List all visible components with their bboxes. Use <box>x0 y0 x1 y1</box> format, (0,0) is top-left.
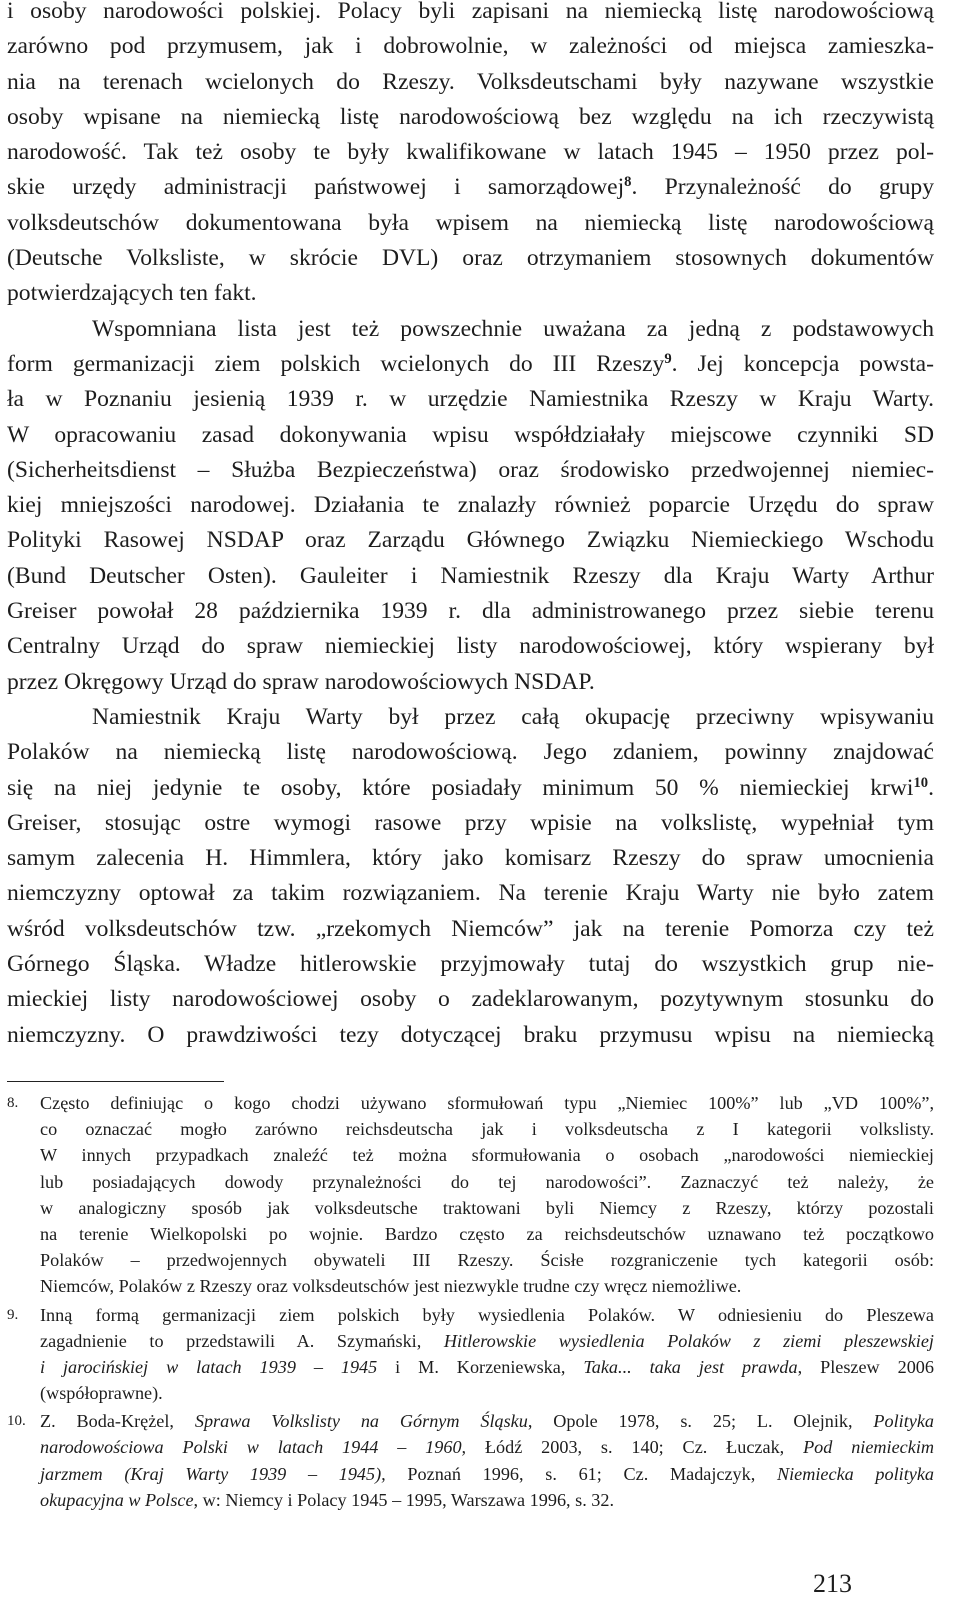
text-run: skie urzędy administracji państwowej i samorządowej <box>7 174 625 201</box>
text-run: . <box>928 774 934 801</box>
text-line: wśród volksdeutschów tzw. „rzekomych Niemców” jak na terenie Pomorza czy też <box>7 915 934 942</box>
footnote-line: na terenie Wielkopolski po wojnie. Bardzo często za reichsdeutschów uznawano też początkowo <box>40 1223 934 1244</box>
text-line: samym zalecenia H. Himmlera, który jako komisarz Rzeszy do spraw umocnienia <box>7 845 934 872</box>
text-line: Górnego Śląska. Władze hitlerowskie przyjmowały tutaj do wszystkich grup nie- <box>7 951 934 978</box>
footnote-line <box>40 1434 934 1460</box>
footnote-line <box>40 1461 934 1487</box>
text-line: zarówno pod przymusem, jak i dobrowolnie, w zależności od miejsca zamieszka- <box>7 33 934 60</box>
italic-title: Sprawa Volkslisty na Górnym Śląsku <box>194 1411 528 1432</box>
text-run: się na niej jedynie te osoby, które posiadały minimum 50 % niemieckiej krwi <box>7 774 914 801</box>
text-line: niemczyzny. O prawdziwości tezy dotyczącej braku przymusu wpisu na niemiecką <box>7 1021 934 1048</box>
text-line: przez Okręgowy Urząd do spraw narodowościowych NSDAP. <box>7 668 595 695</box>
text-line: (Bund Deutscher Osten). Gauleiter i Namiestnik Rzeszy dla Kraju Warty Arthur <box>7 562 934 589</box>
footnote-line <box>40 1487 934 1513</box>
text-line: Greiser powołał 28 października 1939 r. dla administrowanego przez siebie terenu <box>7 598 934 625</box>
footnote-10 <box>7 1408 934 1513</box>
footnote-line: (współoprawne). <box>40 1383 163 1404</box>
footnote-separator <box>7 1081 224 1082</box>
text-line: kiej mniejszości narodowej. Działania te znalazły również poparcie Urzędu do spraw <box>7 492 934 519</box>
footnote-number: 8. <box>7 1095 19 1111</box>
italic-title: Polityka <box>873 1411 934 1432</box>
text-line: Polaków na niemiecką listę narodowościową. Jego zdaniem, powinny znajdować <box>7 739 934 766</box>
text-line: Wspomniana lista jest też powszechnie uważana za jedną z podstawowych <box>92 315 934 342</box>
text-line: ła w Poznaniu jesienią 1939 r. w urzędzie Namiestnika Rzeszy w Kraju Warty. <box>7 386 934 413</box>
footnote-8 <box>7 1090 934 1300</box>
text-line: (Deutsche Volksliste, w skrócie DVL) oraz otrzymaniem stosownych dokumentów <box>7 245 934 272</box>
footnote-line: Inną formą germanizacji ziem polskich były wysiedlenia Polaków. W odniesieniu do Pleszewa <box>40 1304 934 1325</box>
text-run: Z. Boda-Krężel, <box>40 1411 195 1432</box>
text-run: i M. Korzeniewska, <box>377 1356 584 1377</box>
text-line: niemczyzny optował za takim rozwiązaniem. Na terenie Kraju Warty nie było zatem <box>7 880 934 907</box>
footnote-line: Często definiując o kogo chodzi używano sformułowań typu „Niemiec 100%” lub „VD 100%”, <box>40 1093 934 1113</box>
text-line: Centralny Urząd do spraw niemieckiej listy narodowościowej, który wspierany był <box>7 633 934 660</box>
text-run: Poznań 1996, s. 61; Cz. Madajczyk, <box>385 1463 777 1484</box>
footnote-ref-10: 10 <box>913 774 929 791</box>
text-line <box>7 170 934 205</box>
text-run: Łódź 2003, s. 140; Cz. Łuczak, <box>466 1437 804 1458</box>
italic-title: okupacyjna w Polsce <box>40 1489 194 1510</box>
text-run: . Jej koncepcja powsta- <box>671 350 934 377</box>
italic-title: narodowościowa Polski w latach 1944 – 1960, <box>40 1437 467 1458</box>
text-line: Namiestnik Kraju Warty był przez całą okupację przeciwny wpisywaniu <box>92 703 934 730</box>
footnotes <box>7 1090 934 1515</box>
text-line: volksdeutschów dokumentowana była wpisem na niemiecką listę narodowościową <box>7 209 934 236</box>
text-line <box>7 771 934 806</box>
italic-title: Taka... taka jest prawda <box>583 1356 798 1377</box>
footnote-line: w analogiczny sposób jak volksdeutsche traktowani byli Niemcy z Rzeszy, którzy pozostali <box>40 1197 934 1218</box>
text-run: , w: Niemcy i Polacy 1945 – 1995, Warszawa 1996, s. 32. <box>193 1489 615 1510</box>
italic-title: jarzmem (Kraj Warty 1939 – 1945), <box>40 1463 386 1484</box>
footnote-ref-9: 9 <box>664 350 672 367</box>
text-run: form germanizacji ziem polskich wcielonych do III Rzeszy <box>7 350 665 377</box>
footnote-number: 9. <box>7 1306 19 1323</box>
text-line: osoby wpisane na niemiecką listę narodowościową bez względu na ich rzeczywistą <box>7 103 934 130</box>
text-line: Polityki Rasowej NSDAP oraz Zarządu Głównego Związku Niemieckiego Wschodu <box>7 527 934 554</box>
footnote-9 <box>7 1302 934 1407</box>
text-line: W opracowaniu zasad dokonywania wpisu współdziałały miejscowe czynniki SD <box>7 421 934 448</box>
text-line: narodowość. Tak też osoby te były kwalifikowane w latach 1945 – 1950 przez pol- <box>7 139 934 166</box>
footnote-line: co oznaczać mogło zarówno reichsdeutscha jak i volksdeutscha z I kategorii volkslisty. <box>40 1119 934 1140</box>
text-run: , Pleszew 2006 <box>797 1356 934 1377</box>
text-line: Greiser, stosując ostre wymogi rasowe przy wpisie na volkslistę, wypełniał tym <box>7 809 934 836</box>
paragraph-1 <box>7 0 934 312</box>
footnote-line: Polaków – przedwojennych obywateli III Rzeszy. Ścisłe rozgraniczenie tych kategorii osób: <box>40 1250 934 1271</box>
text-run: zagadnienie to przedstawili A. Szymański, <box>40 1330 444 1351</box>
page-number: 213 <box>813 1569 852 1598</box>
italic-title: i jarocińskiej w latach 1939 – 1945 <box>40 1356 378 1377</box>
footnote-ref-8: 8 <box>624 174 632 191</box>
text-line <box>7 347 934 382</box>
italic-title: Niemiecka polityka <box>776 1463 935 1484</box>
footnote-line: W innych przypadkach znaleźć też można sformułowania o osobach „narodowości niemieckiej <box>40 1145 934 1166</box>
footnote-number: 10. <box>7 1413 26 1430</box>
text-line: (Sicherheitsdienst – Służba Bezpieczeństwa) oraz środowisko przedwojennej niemiec- <box>7 456 934 483</box>
text-line: nia na terenach wcielonych do Rzeszy. Volksdeutschami były nazywane wszystkie <box>7 68 934 95</box>
paragraph-3 <box>7 700 934 1053</box>
footnote-line <box>40 1354 934 1380</box>
paragraph-2 <box>7 312 934 700</box>
footnote-line <box>40 1328 934 1354</box>
text-line: i osoby narodowości polskiej. Polacy byli zapisani na niemiecką listę narodowościową <box>7 0 934 24</box>
footnote-line: Niemców, Polaków z Rzeszy oraz volksdeutschów jest niezwykle trudne czy wręcz niemożliwe. <box>40 1276 742 1297</box>
main-text <box>7 0 934 1053</box>
text-run: . Przynależność do grupy <box>631 174 934 201</box>
text-run: , Opole 1978, s. 25; L. Olejnik, <box>527 1411 874 1432</box>
text-line: potwierdzających ten fakt. <box>7 280 257 307</box>
italic-title: Hitlerowskie wysiedlenia Polaków z ziemi pleszewskiej <box>443 1330 934 1351</box>
text-line: mieckiej listy narodowościowej osoby o zadeklarowanym, pozytywnym stosunku do <box>7 986 934 1013</box>
italic-title: Pod niemieckim <box>803 1437 935 1458</box>
footnote-line <box>40 1408 934 1434</box>
footnote-line: lub posiadających dowody przynależności do tej narodowości”. Zaznaczyć też należy, że <box>40 1171 934 1192</box>
